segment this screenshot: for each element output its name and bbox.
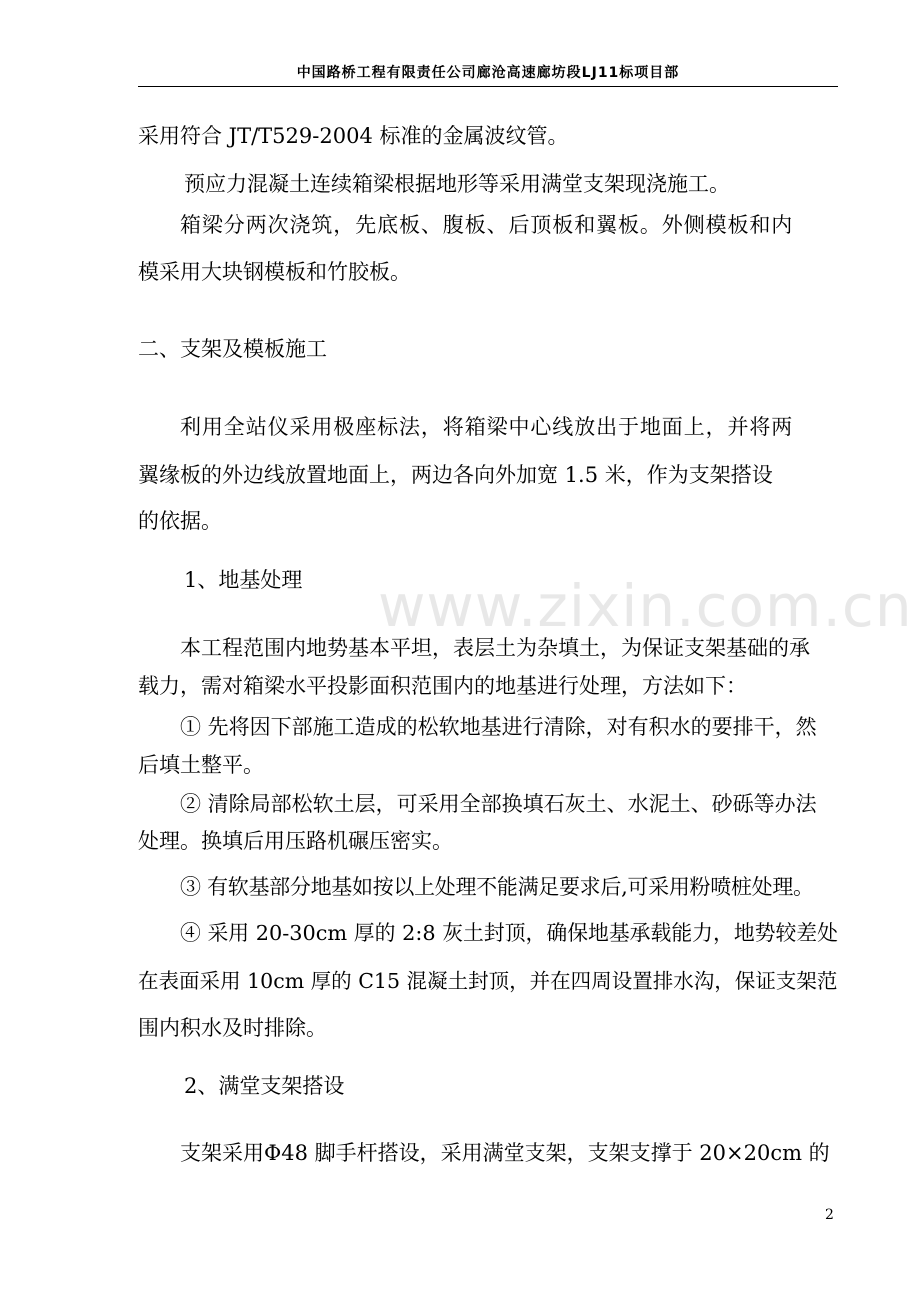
page-number: 2 [825, 1207, 834, 1223]
page-header: 中国路桥工程有限责任公司廊沧高速廊坊段LJ11标项目部 [296, 65, 680, 81]
text-line: 在表面采用 10cm 厚的 C15 混凝土封顶，并在四周设置排水沟，保证支架范 [138, 969, 838, 993]
text-line: 的依据。 [138, 509, 222, 533]
text-line: 围内积水及时排除。 [138, 1016, 327, 1040]
section-heading: 二、支架及模板施工 [138, 337, 327, 361]
text-line: ③ 有软基部分地基如按以上处理不能满足要求后,可采用粉喷桩处理。 [180, 875, 814, 899]
text-line: 翼缘板的外边线放置地面上，两边各向外加宽 1.5 米，作为支架搭设 [138, 463, 773, 487]
text-line: 本工程范围内地势基本平坦，表层土为杂填土，为保证支架基础的承 [180, 636, 810, 660]
text-line: 箱梁分两次浇筑，先底板、腹板、后顶板和翼板。外侧模板和内 [180, 213, 794, 237]
text-line: 处理。换填后用压路机碾压密实。 [138, 829, 453, 853]
text-line: ② 清除局部松软土层，可采用全部换填石灰土、水泥土、砂砾等办法 [180, 792, 817, 816]
text-line: 预应力混凝土连续箱梁根据地形等采用满堂支架现浇施工。 [184, 172, 730, 196]
text-line: 载力，需对箱梁水平投影面积范围内的地基进行处理，方法如下： [138, 674, 747, 698]
text-line: 利用全站仪采用极座标法，将箱梁中心线放出于地面上，并将两 [180, 415, 794, 439]
subsection-heading: 1、地基处理 [184, 568, 303, 592]
text-line: 模采用大块钢模板和竹胶板。 [138, 260, 411, 284]
text-line: 后填土整平。 [138, 753, 264, 777]
text-line: 支架采用Φ48 脚手杆搭设，采用满堂支架，支架支撑于 20×20cm 的 [180, 1141, 830, 1165]
watermark: www.zixin.com.cn [378, 572, 913, 640]
subsection-heading: 2、满堂支架搭设 [184, 1074, 345, 1098]
text-line: ① 先将因下部施工造成的松软地基进行清除，对有积水的要排干，然 [180, 715, 817, 739]
text-line: 采用符合 JT/T529-2004 标准的金属波纹管。 [138, 124, 569, 148]
header-rule [138, 86, 838, 87]
text-line: ④ 采用 20-30cm 厚的 2:8 灰土封顶，确保地基承载能力，地势较差处 [180, 921, 838, 945]
